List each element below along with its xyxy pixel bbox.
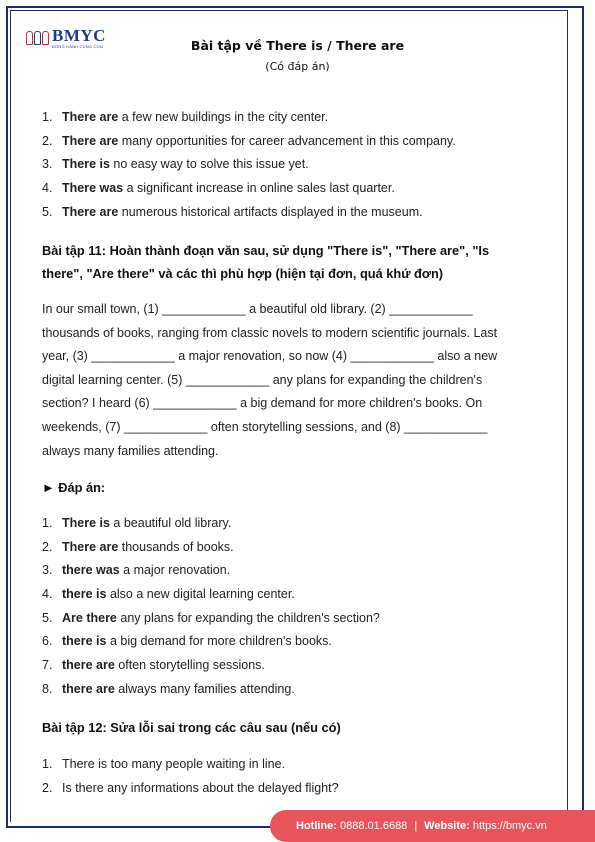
page-title: Bài tập về There is / There are [190, 38, 405, 53]
logo-tagline: ĐỒNG HÀNH CÙNG CON [52, 44, 103, 49]
paragraph-line: year, (3) ____________ a major renovation, so now (4) ____________ also a new [42, 349, 498, 364]
hotline-number[interactable]: 0888.01.6688 [340, 820, 408, 832]
exercise-12-list [42, 755, 339, 802]
list-item: 5. Are there any plans for expanding the children's section? [42, 610, 380, 625]
list-item: 2. Is there any informations about the delayed flight? [42, 780, 339, 795]
list-item: 5. There are numerous historical artifacts displayed in the museum. [42, 204, 423, 219]
exercise-11-answers [42, 514, 380, 704]
paragraph-line: In our small town, (1) ____________ a beautiful old library. (2) ____________ [42, 302, 473, 316]
list-item: 2. There are many opportunities for career advancement in this company. [42, 133, 456, 148]
list-item: 7. there are often storytelling sessions. [42, 658, 265, 673]
website-label: Website: [424, 820, 470, 832]
list-item: 8. there are always many families attending. [42, 681, 295, 696]
list-item: 6. there is a big demand for more children's books. [42, 634, 332, 649]
list-item: 1. There is too many people waiting in line. [42, 757, 286, 771]
paragraph-line: weekends, (7) ____________ often storytelling sessions, and (8) ____________ [42, 419, 488, 434]
footer-contact-bar [270, 810, 595, 842]
page-subtitle: (Có đáp án) [265, 60, 330, 73]
paragraph-line: digital learning center. (5) ____________ any plans for expanding the children's [42, 372, 483, 387]
footer-separator: | [414, 820, 418, 832]
list-item: 4. There was a significant increase in online sales last quarter. [42, 181, 395, 196]
paragraph-line: always many families attending. [42, 443, 219, 458]
hotline-label: Hotline: [296, 820, 337, 832]
exercise-12-heading: Bài tập 12: Sửa lỗi sai trong các câu sau (nếu có) [42, 720, 341, 735]
exercise-11-paragraph [42, 298, 554, 463]
exercise-11-heading: Bài tập 11: Hoàn thành đoạn văn sau, sử dụng "There is", "There are", "Is there", "Are there" và các thì phù hợp (hiện tại đơn, quá khứ đơn) [42, 243, 490, 281]
answers-top-list [42, 108, 456, 226]
list-item: 3. there was a major renovation. [42, 563, 231, 578]
paragraph-line: section? I heard (6) ____________ a big demand for more children's books. On [42, 396, 483, 411]
paragraph-line: thousands of books, ranging from classic novels to modern scientific journals. Last [42, 325, 498, 340]
logo-name: BMYC [52, 26, 106, 45]
list-item: 1. There are a few new buildings in the city center. [42, 110, 329, 124]
list-item: 4. there is also a new digital learning center. [42, 587, 295, 602]
list-item: 2. There are thousands of books. [42, 539, 234, 554]
list-item: 1. There is a beautiful old library. [42, 516, 232, 530]
answer-heading: ► Đáp án: [42, 480, 106, 495]
list-item: 3. There is no easy way to solve this issue yet. [42, 157, 309, 172]
website-link[interactable]: https://bmyc.vn [472, 820, 547, 832]
